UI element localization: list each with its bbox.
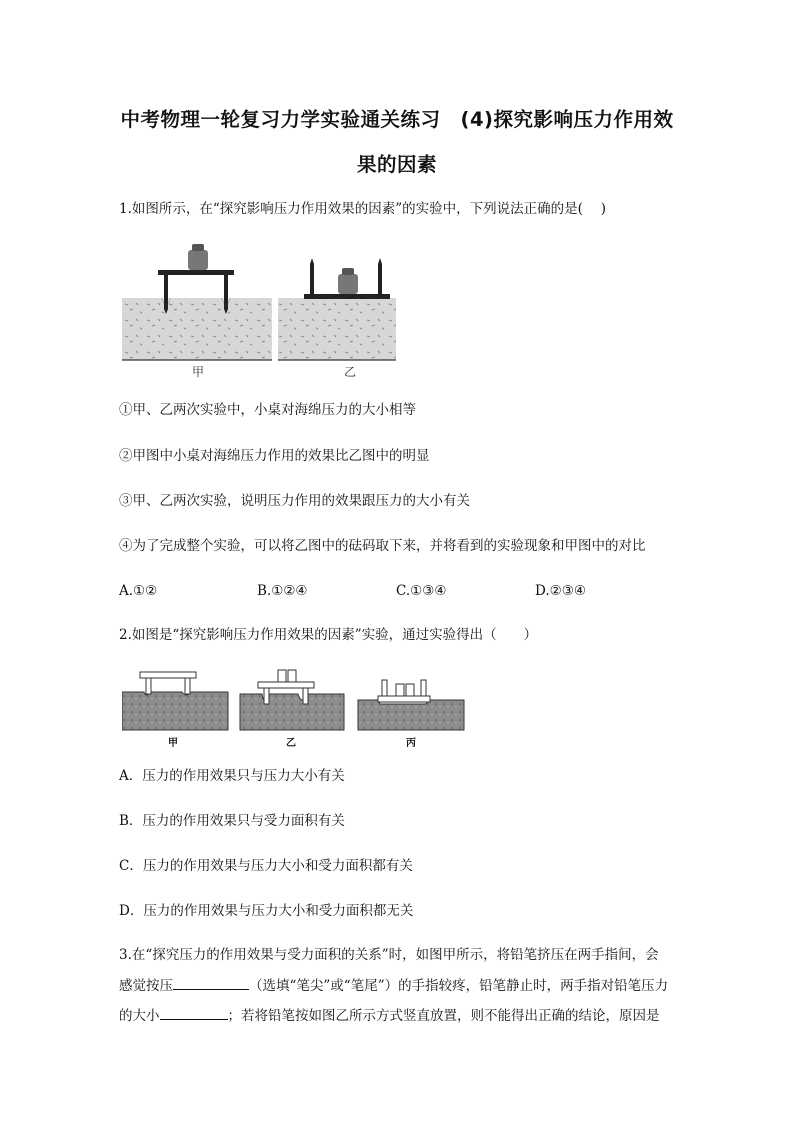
figure-2-bing-setup bbox=[358, 680, 464, 730]
question-2-option-c: C．压力的作用效果与压力大小和受力面积都有关 bbox=[119, 858, 413, 874]
answer-blank-2[interactable] bbox=[160, 1005, 228, 1020]
figure-yi-sponge-setup bbox=[278, 258, 396, 360]
figure-2-label-yi: 乙 bbox=[286, 738, 296, 749]
question-3-line-2 bbox=[119, 975, 668, 996]
question-3-line-1: 3.在“探究压力的作用效果与受力面积的关系”时，如图甲所示，将铅笔挤压在两手指间，会 bbox=[119, 947, 659, 963]
figure-jia-sponge-setup bbox=[122, 244, 272, 360]
document-title-line-2: 果的因素 bbox=[356, 153, 437, 176]
question-1-option-d: D.②③④ bbox=[535, 583, 586, 599]
question-3-line-2-text-a: 感觉按压 bbox=[119, 978, 173, 994]
figure-label-jia: 甲 bbox=[192, 365, 205, 379]
question-1-option-c: C.①③④ bbox=[396, 583, 447, 599]
question-2-option-d: D．压力的作用效果与压力大小和受力面积都无关 bbox=[119, 903, 414, 919]
question-1-stem: 1.如图所示，在“探究影响压力作用效果的因素”的实验中，下列说法正确的是( ) bbox=[119, 201, 607, 217]
question-3-line-3 bbox=[119, 1005, 660, 1026]
question-2-option-b: B．压力的作用效果只与受力面积有关 bbox=[119, 813, 345, 829]
question-2-figure bbox=[122, 662, 468, 750]
figure-2-yi-setup bbox=[240, 670, 344, 730]
figure-2-label-bing: 丙 bbox=[406, 738, 416, 749]
question-3-line-2-text-b: （选填“笔尖”或“笔尾”）的手指较疼，铅笔静止时，两手指对铅笔压力 bbox=[249, 978, 669, 994]
question-1-option-b: B.①②④ bbox=[257, 583, 308, 599]
question-1-figure bbox=[122, 236, 398, 384]
figure-label-yi: 乙 bbox=[344, 365, 357, 379]
question-2-option-a: A．压力的作用效果只与压力大小有关 bbox=[119, 768, 345, 784]
question-1-option-a: A.①② bbox=[119, 583, 158, 599]
question-2-stem: 2.如图是“探究影响压力作用效果的因素”实验，通过实验得出（ ） bbox=[119, 627, 538, 643]
question-1-statement-3: ③甲、乙两次实验，说明压力作用的效果跟压力的大小有关 bbox=[119, 493, 470, 509]
question-3-line-3-text-b: ；若将铅笔按如图乙所示方式竖直放置，则不能得出正确的结论，原因是 bbox=[227, 1008, 660, 1024]
question-3-line-3-text-a: 的大小 bbox=[119, 1008, 160, 1024]
figure-2-label-jia: 甲 bbox=[168, 738, 178, 749]
question-1-statement-1: ①甲、乙两次实验中，小桌对海绵压力的大小相等 bbox=[119, 402, 416, 418]
question-1-statement-2: ②甲图中小桌对海绵压力作用的效果比乙图中的明显 bbox=[119, 448, 430, 464]
answer-blank-1[interactable] bbox=[173, 975, 249, 990]
document-title-line-1: 中考物理一轮复习力学实验通关练习 (4)探究影响压力作用效 bbox=[120, 108, 674, 131]
question-1-statement-4: ④为了完成整个实验，可以将乙图中的砝码取下来，并将看到的实验现象和甲图中的对比 bbox=[119, 538, 646, 554]
figure-2-jia-setup bbox=[122, 672, 228, 730]
